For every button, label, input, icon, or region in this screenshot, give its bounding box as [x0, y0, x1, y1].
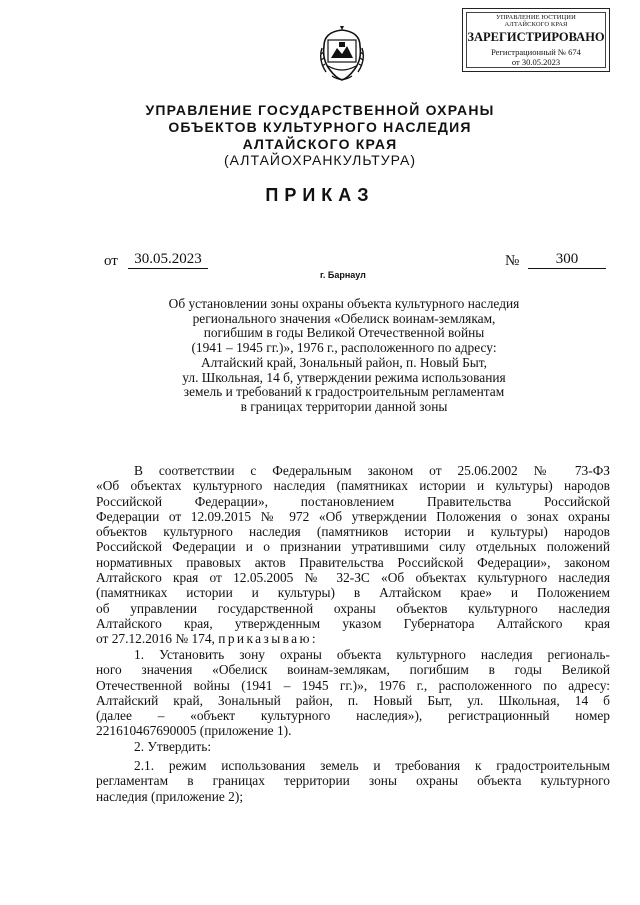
preamble-line: нормативных правовых актов Правительства Российской Федерации», законом — [96, 554, 610, 570]
city: г. Барнаул — [320, 270, 366, 280]
order-number: 300 — [528, 251, 606, 269]
subject-line: в границах территории данной зоны — [240, 398, 448, 414]
organization-short-name: (АЛТАЙОХРАНКУЛЬТУРА) — [224, 152, 416, 168]
preamble-line: Российской Федерации и о признании утратившими силу отдельных положений — [96, 539, 610, 555]
subject-line: земель и требований к градостроительным регламентам — [183, 384, 505, 400]
item-1-line: Отечественной войны (1941 – 1945 гг.)», 1976 г., расположенного по адресу: — [96, 677, 610, 693]
stamp-status: ЗАРЕГИСТРИРОВАНО — [467, 30, 605, 44]
item-1-line: (далее – «объект культурного наследия»), регистрационный номер — [96, 708, 610, 724]
item-2-1-line: регламентам в границах территории зоны охраны объекта культурного — [96, 773, 610, 789]
item-2-1-paragraph — [96, 758, 610, 804]
item-1-line: Алтайский край, Зональный район, п. Новый Быт, ул. Школьная, 14 б — [96, 692, 610, 708]
document-type-title: ПРИКАЗ — [265, 185, 375, 205]
coat-of-arms-icon — [318, 26, 366, 84]
item-2-paragraph — [96, 739, 610, 754]
stamp-registration-number: Регистрационный № 674 — [491, 47, 581, 57]
subject-line: ул. Школьная, 14 б, утверждении режима использования — [182, 369, 506, 385]
organization-name-line-3: АЛТАЙСКОГО КРАЯ — [242, 136, 398, 152]
subject-line: погибшим в годы Великой Отечественной войны — [203, 325, 485, 341]
preamble-line: об управлении государственной охраны объектов культурного наследия — [96, 600, 610, 616]
subject-line: (1941 – 1945 гг.)», 1976 г., расположенного по адресу: — [191, 340, 497, 356]
preamble-line: «Об объектах культурного наследия (памятниках истории и культуры) народов — [96, 478, 610, 494]
item-2-1-line: наследия (приложение 2); — [96, 788, 244, 804]
registration-stamp — [462, 8, 610, 72]
preamble-paragraph — [96, 463, 610, 647]
stamp-department-line-2: АЛТАЙСКОГО КРАЯ — [504, 21, 568, 28]
preamble-line: Алтайского края, утвержденным указом Губернатора Алтайского края — [96, 615, 610, 631]
subject-line: Об установлении зоны охраны объекта культурного наследия — [168, 296, 520, 311]
order-word: приказываю: — [218, 631, 319, 647]
date-label: от — [104, 253, 118, 269]
subject-line: Алтайский край, Зональный район, п. Новый Быт, — [200, 354, 487, 370]
subject-line: регионального значения «Обелиск воинам-землякам, — [192, 310, 496, 326]
number-label: № — [505, 253, 520, 269]
stamp-department-line-1: УПРАВЛЕНИЕ ЮСТИЦИИ — [496, 14, 576, 21]
stamp-registration-date: от 30.05.2023 — [511, 57, 561, 67]
preamble-line: Российской Федерации», постановлением Правительства Российской — [96, 493, 610, 509]
organization-name-line-1: УПРАВЛЕНИЕ ГОСУДАРСТВЕННОЙ ОХРАНЫ — [145, 102, 495, 118]
preamble-line: Алтайского края от 12.05.2005 № 32-ЗС «Об объектах культурного наследия — [96, 570, 610, 586]
preamble-final-line — [96, 631, 610, 646]
item-2-1-line: 2.1. режим использования земель и требования к градостроительным — [134, 758, 610, 773]
order-date: 30.05.2023 — [128, 251, 208, 269]
item-2-line: 2. Утвердить: — [134, 739, 212, 754]
preamble-line: Федерации от 12.09.2015 № 972 «Об утверждении Положения о зонах охраны — [96, 508, 610, 524]
item-1-line: 1. Установить зону охраны объекта культурного наследия региональ- — [134, 647, 610, 662]
preamble-line: объектов культурного наследия (памятников истории и культуры) народов — [96, 524, 610, 540]
item-1-line: 221610467690005 (приложение 1). — [96, 723, 292, 739]
order-subject — [160, 297, 528, 415]
preamble-line: В соответствии с Федеральным законом от 25.06.2002 № 73-ФЗ — [134, 463, 610, 478]
organization-name-line-2: ОБЪЕКТОВ КУЛЬТУРНОГО НАСЛЕДИЯ — [168, 119, 472, 135]
preamble-line: от 27.12.2016 № 174, — [96, 631, 215, 647]
preamble-line: (памятниках истории и культуры) в Алтайском крае» и Положением — [96, 585, 610, 601]
item-1-line: ного значения «Обелиск воинам-землякам, погибшим в годы Великой — [96, 662, 610, 678]
item-1-paragraph — [96, 647, 610, 739]
